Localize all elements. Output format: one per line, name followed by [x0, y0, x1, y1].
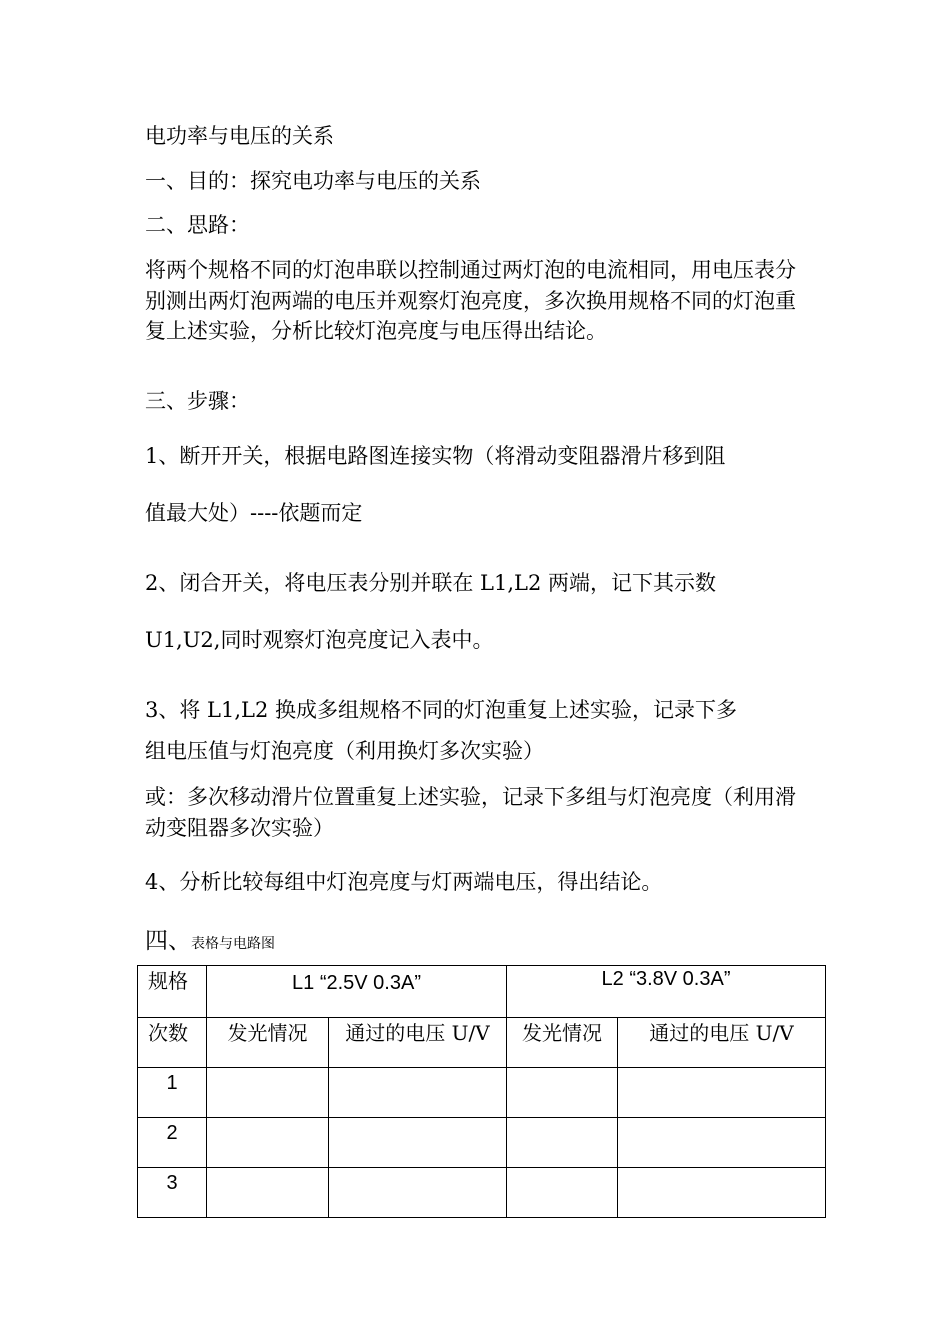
table-header-row-spec: [138, 966, 826, 1018]
step3-line1: 3、将 L1,L2 换成多组规格不同的灯泡重复上述实验，记录下多: [145, 698, 737, 722]
table-cell[interactable]: [207, 1068, 329, 1118]
spec-label-cell: 规格: [138, 966, 207, 1018]
table-row: [138, 1118, 826, 1168]
row-number-cell: 3: [138, 1168, 207, 1218]
table-cell[interactable]: [618, 1168, 826, 1218]
table-cell[interactable]: [507, 1118, 618, 1168]
table-header-row-columns: [138, 1018, 826, 1068]
row-number-cell: 1: [138, 1068, 207, 1118]
table-cell[interactable]: [507, 1168, 618, 1218]
step1-line2: 值最大处）----依题而定: [145, 501, 363, 525]
table-cell[interactable]: [329, 1168, 507, 1218]
l2-glow-header: 发光情况: [507, 1018, 618, 1068]
table-cell[interactable]: [507, 1068, 618, 1118]
table-cell[interactable]: [207, 1118, 329, 1168]
table-heading-number: 四、: [145, 928, 191, 954]
table-cell[interactable]: [618, 1068, 826, 1118]
step3-alternative: 或：多次移动滑片位置重复上述实验，记录下多组与灯泡亮度（利用滑动变阻器多次实验）: [145, 785, 796, 840]
purpose-line: 一、目的：探究电功率与电压的关系: [145, 169, 481, 193]
step3-line2: 组电压值与灯泡亮度（利用换灯多次实验）: [145, 739, 544, 763]
l2-voltage-header: 通过的电压 U/V: [618, 1018, 826, 1068]
step4-line: 4、分析比较每组中灯泡亮度与灯两端电压，得出结论。: [145, 870, 663, 894]
table-cell[interactable]: [329, 1118, 507, 1168]
step2-line1: 2、闭合开关，将电压表分别并联在 L1,L2 两端，记下其示数: [145, 571, 716, 595]
steps-heading: 三、步骤：: [145, 389, 250, 413]
table-cell[interactable]: [618, 1118, 826, 1168]
count-label-cell: 次数: [138, 1018, 207, 1068]
l1-spec-cell: L1 “2.5V 0.3A”: [207, 966, 507, 1018]
l1-glow-header: 发光情况: [207, 1018, 329, 1068]
data-table: [137, 965, 826, 1218]
table-heading: [145, 926, 275, 959]
idea-paragraph: 将两个规格不同的灯泡串联以控制通过两灯泡的电流相同，用电压表分别测出两灯泡两端的电压并观察灯泡亮度，多次换用规格不同的灯泡重复上述实验，分析比较灯泡亮度与电压得出结论。: [145, 258, 796, 343]
table-heading-text: 表格与电路图: [191, 936, 275, 952]
l1-voltage-header: 通过的电压 U/V: [329, 1018, 507, 1068]
l2-spec-cell: L2 “3.8V 0.3A”: [507, 966, 826, 1018]
step1-line1: 1、断开开关，根据电路图连接实物（将滑动变阻器滑片移到阻: [145, 444, 726, 468]
idea-heading: 二、思路：: [145, 213, 250, 237]
step2-line2: U1,U2,同时观察灯泡亮度记入表中。: [145, 628, 494, 652]
table-cell[interactable]: [329, 1068, 507, 1118]
table-row: [138, 1068, 826, 1118]
table-row: [138, 1168, 826, 1218]
table-cell[interactable]: [207, 1168, 329, 1218]
row-number-cell: 2: [138, 1118, 207, 1168]
page-title: 电功率与电压的关系: [145, 124, 334, 148]
